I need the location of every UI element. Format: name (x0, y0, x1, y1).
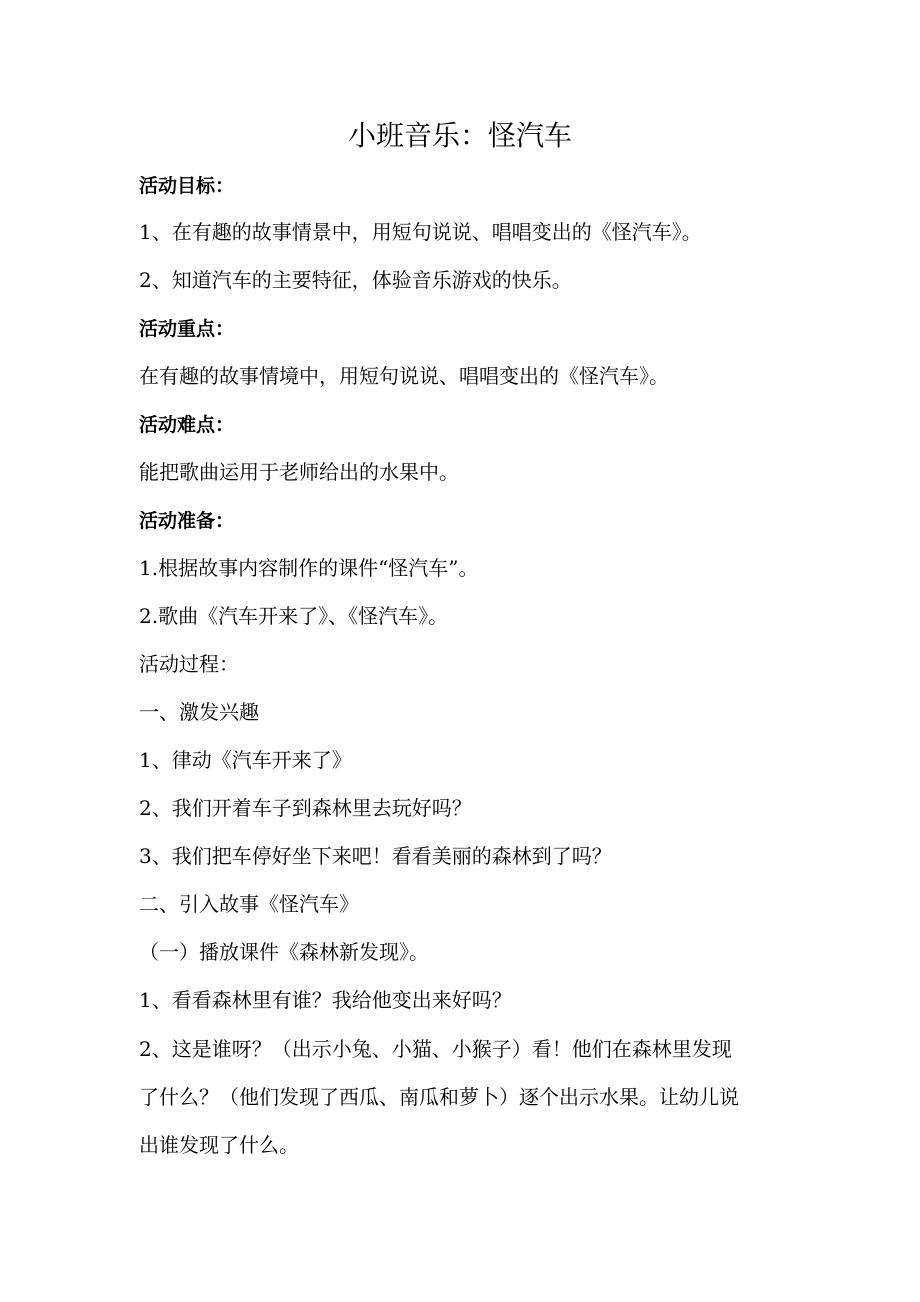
section-1-item-1: 1、律动《汽车开来了》 (139, 748, 352, 772)
goal-item-2: 2、知道汽车的主要特征，体验音乐游戏的快乐。 (139, 268, 572, 292)
section-2-item-1: 1、看看森林里有谁？我给他变出来好吗？ (139, 988, 512, 1012)
preparation-item-1: 1.根据故事内容制作的课件“怪汽车”。 (139, 556, 479, 580)
section-2-heading: 二、引入故事《怪汽车》 (139, 892, 359, 916)
difficulty-heading: 活动难点： (139, 414, 235, 436)
subsection-1-heading: （一）播放课件《森林新发现》。 (139, 940, 429, 964)
section-2-item-2-line-3: 出谁发现了什么。 (139, 1133, 299, 1157)
section-1-item-3: 3、我们把车停好坐下来吧！看看美丽的森林到了吗？ (139, 844, 612, 868)
key-point-heading: 活动重点： (139, 318, 235, 340)
section-2-item-2-line-1: 2、这是谁呀？（出示小兔、小猫、小猴子）看！他们在森林里发现 (139, 1037, 732, 1061)
process-heading: 活动过程： (139, 652, 239, 676)
key-point-text: 在有趣的故事情境中，用短句说说、唱唱变出的《怪汽车》。 (139, 364, 669, 388)
preparation-heading: 活动准备： (139, 510, 235, 532)
section-2-item-2-line-2: 了什么？（他们发现了西瓜、南瓜和萝卜）逐个出示水果。让幼儿说 (139, 1085, 739, 1109)
section-1-heading: 一、激发兴趣 (139, 700, 259, 724)
preparation-item-2: 2.歌曲《汽车开来了》、《怪汽车》。 (139, 604, 449, 628)
section-1-item-2: 2、我们开着车子到森林里去玩好吗？ (139, 796, 472, 820)
goal-item-1: 1、在有趣的故事情景中，用短句说说、唱唱变出的《怪汽车》。 (139, 220, 702, 244)
document-title: 小班音乐：怪汽车 (347, 119, 572, 152)
difficulty-text: 能把歌曲运用于老师给出的水果中。 (139, 460, 459, 484)
goal-heading: 活动目标： (139, 175, 235, 197)
